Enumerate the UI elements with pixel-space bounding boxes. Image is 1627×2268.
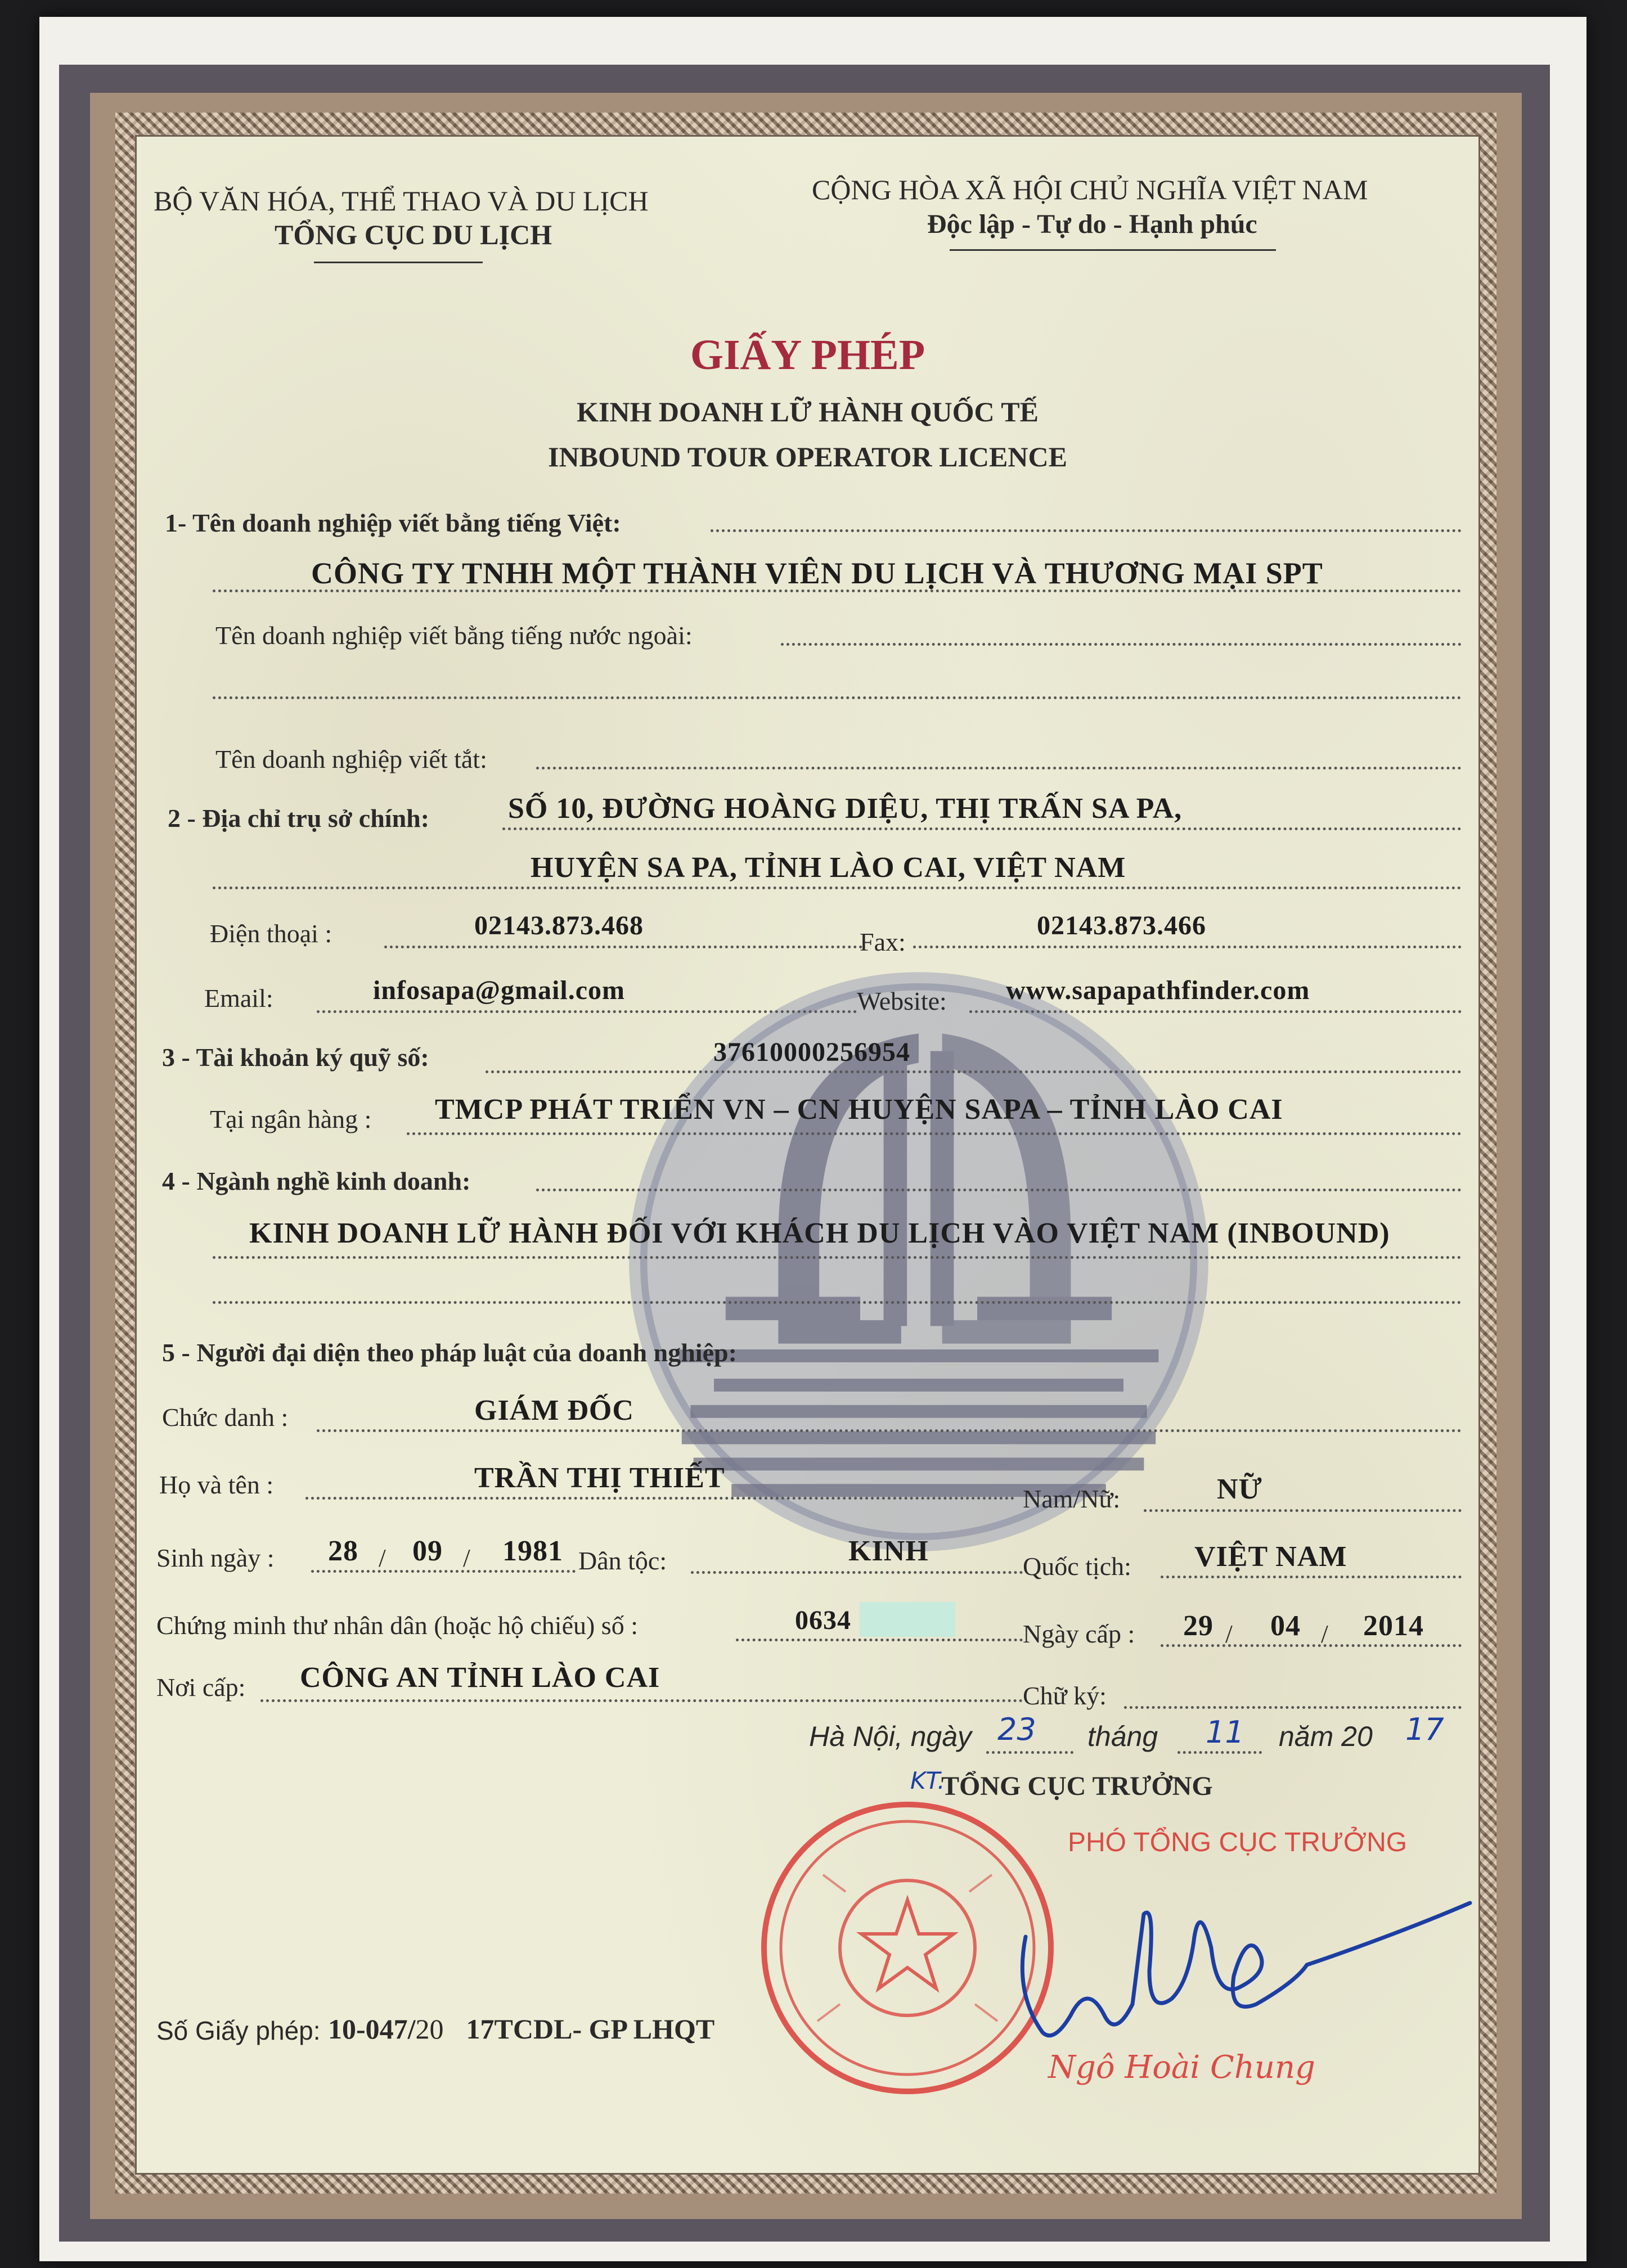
issue-place-label: Nơi cấp:	[156, 1673, 246, 1702]
signature-label: Chữ ký:	[1023, 1681, 1107, 1710]
company-name-label: 1- Tên doanh nghiệp viết bằng tiếng Việt:	[165, 508, 621, 537]
business-line-label: 4 - Ngành nghề kinh doanh:	[162, 1167, 471, 1195]
license-paper	[135, 135, 1480, 2175]
address-label: 2 - Địa chỉ trụ sở chính:	[168, 804, 430, 832]
motto-underline	[950, 249, 1276, 251]
dotted-line	[736, 1639, 1023, 1641]
dotted-line	[1161, 1576, 1462, 1578]
dotted-line	[384, 946, 862, 948]
issue-month: 04	[1270, 1610, 1301, 1642]
dotted-line	[536, 1189, 1462, 1191]
dotted-line	[317, 1010, 857, 1013]
deposit-account-value: 37610000256954	[713, 1037, 910, 1067]
dotted-line	[407, 1132, 1462, 1135]
signing-month: 11	[1206, 1714, 1244, 1750]
issue-place-value: CÔNG AN TỈNH LÀO CAI	[300, 1662, 660, 1694]
dotted-line	[913, 946, 1462, 948]
business-line-value: KINH DOANH LỮ HÀNH ĐỐI VỚI KHÁCH DU LỊCH VÀO VIỆT NAM (INBOUND)	[249, 1217, 1390, 1249]
dotted-line	[1124, 1706, 1462, 1709]
position-value: GIÁM ĐỐC	[474, 1394, 634, 1426]
dotted-line	[986, 1751, 1073, 1754]
phone-label: Điện thoại :	[210, 919, 332, 948]
website-label: Website:	[857, 987, 947, 1015]
ethnicity-value: KINH	[848, 1535, 929, 1567]
dob-separator: /	[463, 1544, 470, 1572]
republic-name: CỘNG HÒA XÃ HỘI CHỦ NGHĨA VIỆT NAM	[812, 174, 1368, 205]
nationality-value: VIỆT NAM	[1194, 1541, 1347, 1573]
signing-year: 17	[1405, 1712, 1444, 1747]
dotted-line	[711, 529, 1462, 532]
dob-separator: /	[379, 1544, 386, 1572]
abbreviation-label: Tên doanh nghiệp viết tắt:	[215, 745, 487, 773]
signing-month-label: tháng	[1087, 1721, 1158, 1752]
fax-value: 02143.873.466	[1037, 911, 1206, 940]
issue-date-separator: /	[1321, 1619, 1328, 1648]
dob-year: 1981	[502, 1535, 563, 1567]
full-name-label: Họ và tên :	[159, 1470, 274, 1499]
license-number	[328, 2013, 714, 2045]
issue-day: 29	[1183, 1610, 1213, 1642]
website-value: www.sapapathfinder.com	[1006, 975, 1310, 1005]
dotted-line	[213, 1301, 1462, 1304]
gender-value: NỮ	[1217, 1473, 1262, 1505]
dotted-line	[213, 696, 1462, 699]
redacted-id-block	[860, 1602, 955, 1637]
dob-month: 09	[412, 1535, 443, 1567]
foreign-name-label: Tên doanh nghiệp viết bằng tiếng nước ngoài:	[215, 621, 693, 650]
national-motto: Độc lập - Tự do - Hạnh phúc	[927, 209, 1257, 239]
dotted-line	[305, 1497, 1014, 1500]
license-number-label: Số Giấy phép:	[156, 2016, 321, 2045]
company-name-value: CÔNG TY TNHH MỘT THÀNH VIÊN DU LỊCH VÀ THƯƠNG MẠI SPT	[311, 556, 1323, 590]
signing-year-label: năm 20	[1279, 1721, 1373, 1752]
dotted-line	[781, 643, 1462, 646]
department-underline	[314, 262, 483, 263]
department-name: TỔNG CỤC DU LỊCH	[275, 219, 552, 250]
nationality-label: Quốc tịch:	[1023, 1552, 1131, 1581]
license-subtitle-vi: KINH DOANH LỮ HÀNH QUỐC TẾ	[577, 396, 1039, 428]
license-number-part2: 17TCDL- GP LHQT	[466, 2013, 715, 2045]
dob-label: Sinh ngày :	[156, 1544, 275, 1572]
ministry-name: BỘ VĂN HÓA, THỂ THAO VÀ DU LỊCH	[154, 185, 649, 217]
dotted-line	[691, 1571, 1023, 1574]
ethnicity-label: Dân tộc:	[578, 1546, 667, 1575]
bank-label: Tại ngân hàng :	[210, 1105, 372, 1133]
gender-label: Nam/Nữ:	[1023, 1484, 1121, 1513]
license-subtitle-en: INBOUND TOUR OPERATOR LICENCE	[548, 441, 1067, 472]
dotted-line	[1161, 1644, 1462, 1647]
fax-label: Fax:	[860, 928, 906, 956]
full-name-value: TRẦN THỊ THIẾT	[474, 1462, 725, 1494]
issue-year: 2014	[1363, 1610, 1424, 1642]
dotted-line	[317, 1429, 1462, 1432]
dotted-line	[486, 1070, 1462, 1073]
dotted-line	[969, 1010, 1462, 1013]
dotted-line	[213, 1256, 1462, 1259]
address-line2: HUYỆN SA PA, TỈNH LÀO CAI, VIỆT NAM	[531, 852, 1126, 884]
position-label: Chức danh :	[162, 1403, 289, 1432]
deputy-title-stamp: PHÓ TỔNG CỤC TRƯỞNG	[1068, 1828, 1408, 1857]
email-value: infosapa@gmail.com	[373, 975, 625, 1005]
id-number-label: Chứng minh thư nhân dân (hoặc hộ chiếu) số :	[156, 1611, 638, 1640]
issue-date-separator: /	[1225, 1619, 1233, 1648]
dotted-line	[213, 886, 1462, 889]
license-number-year: 20	[415, 2013, 444, 2045]
handwritten-signature	[992, 1869, 1476, 2055]
signing-day: 23	[997, 1712, 1036, 1747]
signing-place-date: Hà Nội, ngày	[809, 1721, 972, 1752]
email-label: Email:	[204, 984, 273, 1012]
dotted-line	[260, 1699, 1023, 1702]
signer-title: TỔNG CỤC TRƯỞNG	[941, 1771, 1213, 1801]
dotted-line	[1177, 1751, 1262, 1754]
license-title: GIẤY PHÉP	[690, 331, 925, 379]
issue-date-label: Ngày cấp :	[1023, 1619, 1135, 1648]
license-number-part1: 10-047/	[328, 2013, 416, 2045]
dotted-line	[502, 827, 1462, 830]
signer-name: Ngô Hoài Chung	[1048, 2049, 1315, 2086]
dotted-line	[1144, 1509, 1462, 1512]
id-number-value: 0634	[795, 1605, 851, 1635]
phone-value: 02143.873.468	[474, 911, 644, 940]
bank-value: TMCP PHÁT TRIỂN VN – CN HUYỆN SAPA – TỈNH LÀO CAI	[435, 1094, 1283, 1126]
dob-day: 28	[328, 1535, 358, 1567]
deposit-account-label: 3 - Tài khoản ký quỹ số:	[162, 1043, 429, 1072]
dotted-line	[311, 1570, 576, 1573]
kt-prefix: KT.	[910, 1767, 945, 1794]
legal-rep-label: 5 - Người đại diện theo pháp luật của doanh nghiệp:	[162, 1338, 737, 1367]
address-line1: SỐ 10, ĐƯỜNG HOÀNG DIỆU, THỊ TRẤN SA PA,	[508, 793, 1183, 825]
dotted-line	[536, 767, 1462, 770]
